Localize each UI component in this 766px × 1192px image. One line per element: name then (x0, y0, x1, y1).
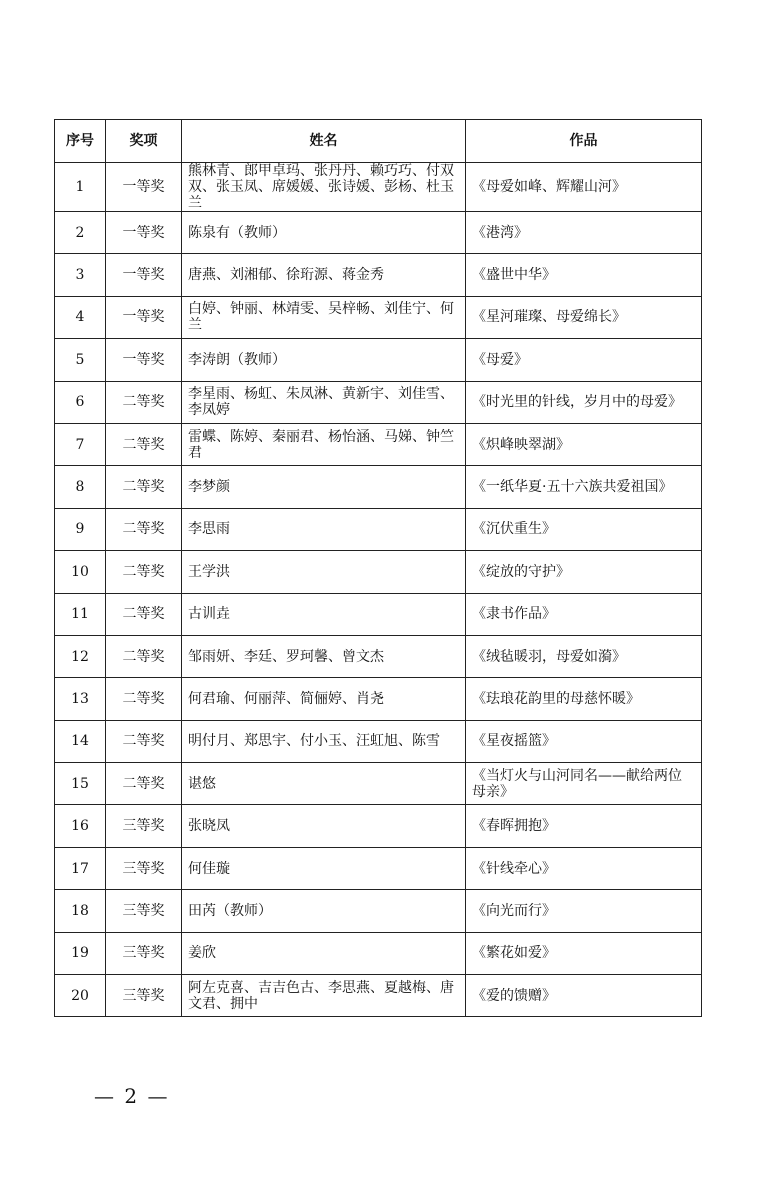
row-work: 《时光里的针线，岁月中的母爱》 (466, 381, 702, 423)
row-number: 19 (55, 932, 106, 974)
row-names: 何君瑜、何丽萍、简俪婷、肖尧 (182, 678, 466, 720)
table-row (55, 212, 702, 254)
table-row (55, 163, 702, 212)
row-number: 8 (55, 466, 106, 508)
row-names: 姜欣 (182, 932, 466, 974)
header-work: 作品 (466, 120, 702, 163)
row-work: 《向光而行》 (466, 890, 702, 932)
row-number: 9 (55, 508, 106, 550)
table-row (55, 551, 702, 593)
row-award: 二等奖 (106, 635, 182, 677)
row-work: 《隶书作品》 (466, 593, 702, 635)
table-row (55, 975, 702, 1017)
row-award: 一等奖 (106, 339, 182, 381)
row-award: 二等奖 (106, 763, 182, 805)
header-award: 奖项 (106, 120, 182, 163)
row-names: 王学洪 (182, 551, 466, 593)
row-names: 李涛朗（教师） (182, 339, 466, 381)
row-number: 5 (55, 339, 106, 381)
row-work: 《星河璀璨、母爱绵长》 (466, 296, 702, 338)
row-work: 《母爱如峰、辉耀山河》 (466, 163, 702, 212)
header-names: 姓名 (182, 120, 466, 163)
row-number: 10 (55, 551, 106, 593)
row-number: 11 (55, 593, 106, 635)
row-award: 三等奖 (106, 890, 182, 932)
row-award: 三等奖 (106, 847, 182, 889)
row-award: 一等奖 (106, 212, 182, 254)
table-row (55, 805, 702, 847)
row-work: 《针线牵心》 (466, 847, 702, 889)
award-table (54, 119, 702, 1017)
row-work: 《炽峰映翠湖》 (466, 423, 702, 465)
row-number: 16 (55, 805, 106, 847)
row-number: 17 (55, 847, 106, 889)
row-work: 《港湾》 (466, 212, 702, 254)
row-number: 4 (55, 296, 106, 338)
table-row (55, 932, 702, 974)
row-award: 一等奖 (106, 163, 182, 212)
row-names: 古训垚 (182, 593, 466, 635)
table-row (55, 593, 702, 635)
row-award: 二等奖 (106, 678, 182, 720)
table-row (55, 423, 702, 465)
row-names: 明付月、郑思宇、付小玉、汪虹旭、陈雪 (182, 720, 466, 762)
row-award: 二等奖 (106, 466, 182, 508)
row-award: 二等奖 (106, 381, 182, 423)
row-names: 熊林青、郎甲卓玛、张丹丹、赖巧巧、付双双、张玉凤、席媛媛、张诗媛、彭杨、杜玉兰 (182, 163, 466, 212)
row-award: 三等奖 (106, 975, 182, 1017)
row-number: 3 (55, 254, 106, 296)
row-work: 《沉伏重生》 (466, 508, 702, 550)
row-number: 12 (55, 635, 106, 677)
row-names: 田芮（教师） (182, 890, 466, 932)
row-number: 2 (55, 212, 106, 254)
row-award: 三等奖 (106, 932, 182, 974)
header-number: 序号 (55, 120, 106, 163)
table-row (55, 890, 702, 932)
table-row (55, 508, 702, 550)
row-work: 《星夜摇篮》 (466, 720, 702, 762)
row-number: 1 (55, 163, 106, 212)
row-number: 6 (55, 381, 106, 423)
row-names: 唐燕、刘湘郁、徐珩源、蒋金秀 (182, 254, 466, 296)
row-award: 二等奖 (106, 551, 182, 593)
page-number: — 2 — (94, 1084, 170, 1108)
row-number: 15 (55, 763, 106, 805)
row-number: 18 (55, 890, 106, 932)
row-names: 张晓凤 (182, 805, 466, 847)
row-award: 三等奖 (106, 805, 182, 847)
table-header-row (55, 120, 702, 163)
row-work: 《当灯火与山河同名——献给两位母亲》 (466, 763, 702, 805)
row-work: 《绽放的守护》 (466, 551, 702, 593)
row-names: 谌悠 (182, 763, 466, 805)
row-award: 二等奖 (106, 720, 182, 762)
row-work: 《绒毡暖羽，母爱如漪》 (466, 635, 702, 677)
table-row (55, 847, 702, 889)
table-row (55, 466, 702, 508)
table-row (55, 254, 702, 296)
row-award: 二等奖 (106, 423, 182, 465)
row-names: 雷蝶、陈婷、秦丽君、杨怡涵、马娣、钟竺君 (182, 423, 466, 465)
row-names: 邹雨妍、李廷、罗珂馨、曾文杰 (182, 635, 466, 677)
row-names: 白婷、钟丽、林靖雯、吴梓畅、刘佳宁、何兰 (182, 296, 466, 338)
row-work: 《母爱》 (466, 339, 702, 381)
table-row (55, 635, 702, 677)
row-work: 《春晖拥抱》 (466, 805, 702, 847)
row-names: 何佳璇 (182, 847, 466, 889)
row-work: 《珐琅花韵里的母慈怀暖》 (466, 678, 702, 720)
row-names: 李思雨 (182, 508, 466, 550)
row-names: 阿左克喜、吉吉色古、李思燕、夏越梅、唐文君、拥中 (182, 975, 466, 1017)
row-work: 《盛世中华》 (466, 254, 702, 296)
table-row (55, 296, 702, 338)
row-award: 二等奖 (106, 508, 182, 550)
row-names: 李梦颜 (182, 466, 466, 508)
row-award: 一等奖 (106, 254, 182, 296)
table-row (55, 381, 702, 423)
row-award: 二等奖 (106, 593, 182, 635)
table-row (55, 720, 702, 762)
row-work: 《繁花如爱》 (466, 932, 702, 974)
row-work: 《一纸华夏·五十六族共爱祖国》 (466, 466, 702, 508)
row-names: 李星雨、杨虹、朱凤淋、黄新宇、刘佳雪、李凤婷 (182, 381, 466, 423)
row-number: 7 (55, 423, 106, 465)
row-number: 20 (55, 975, 106, 1017)
row-work: 《爱的馈赠》 (466, 975, 702, 1017)
table-row (55, 763, 702, 805)
table-row (55, 678, 702, 720)
row-names: 陈泉有（教师） (182, 212, 466, 254)
row-award: 一等奖 (106, 296, 182, 338)
row-number: 13 (55, 678, 106, 720)
row-number: 14 (55, 720, 106, 762)
table-row (55, 339, 702, 381)
